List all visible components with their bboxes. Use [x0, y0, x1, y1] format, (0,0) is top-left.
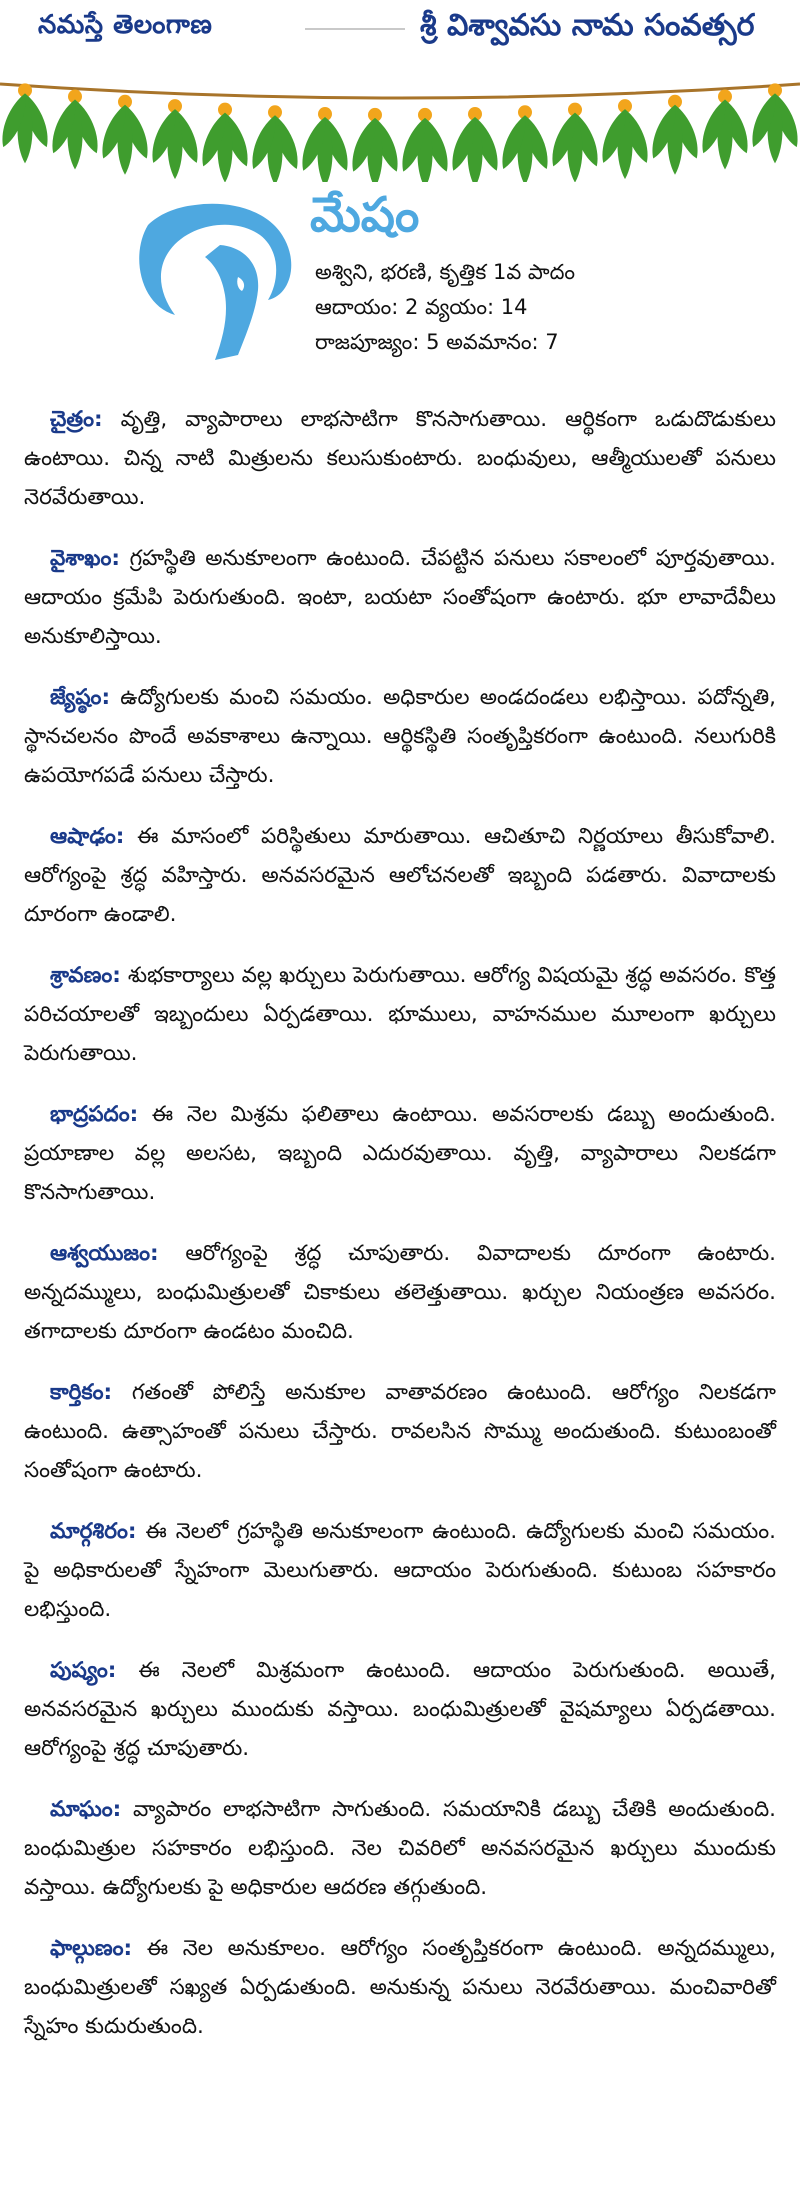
month-paragraph — [24, 1651, 776, 1768]
month-text: వ్యాపారం లాభసాటిగా సాగుతుంది. సమయానికి డబ్బు చేతికి అందుతుంది. బంధుమిత్రుల సహకారం లభిస్తుంది. నెల చివరిలో అనవసరమైన ఖర్చులు ముందుకు వస్తాయి. ఉద్యోగులకు పై అధికారుల ఆదరణ తగ్గుతుంది. — [24, 1797, 776, 1900]
month-name: కార్తికం: — [50, 1380, 113, 1405]
month-paragraph — [24, 1373, 776, 1490]
sign-name: మేషం — [310, 187, 420, 243]
monthly-predictions — [24, 400, 776, 2068]
month-text: ఈ నెలలో గ్రహస్థితి అనుకూలంగా ఉంటుంది. ఉద్యోగులకు మంచి సమయం. పై అధికారులతో స్నేహంగా మెలుగుతారు. ఆదాయం పెరుగుతుంది. కుటుంబ సహకారం లభిస్తుంది. — [24, 1519, 776, 1622]
month-paragraph — [24, 678, 776, 795]
month-text: ఆరోగ్యంపై శ్రద్ధ చూపుతారు. వివాదాలకు దూరంగా ఉంటారు. అన్నదమ్ములు, బంధుమిత్రులతో చికాకులు తలెత్తుతాయి. ఖర్చుల నియంత్రణ అవసరం. తగాదాలకు దూరంగా ఉండటం మంచిది. — [24, 1241, 776, 1344]
month-text: ఈ నెల అనుకూలం. ఆరోగ్యం సంతృప్తికరంగా ఉంటుంది. అన్నదమ్ములు, బంధుమిత్రులతో సఖ్యత ఏర్పడుతుంది. అనుకున్న పనులు నెరవేరుతాయి. మంచివారితో స్నేహం కుదురుతుంది. — [24, 1936, 776, 2039]
month-paragraph — [24, 1512, 776, 1629]
month-name: మాఘం: — [50, 1797, 122, 1822]
month-paragraph — [24, 1929, 776, 2046]
month-name: ఆశ్వయుజం: — [50, 1241, 159, 1266]
month-text: గ్రహస్థితి అనుకూలంగా ఉంటుంది. చేపట్టిన పనులు సకాలంలో పూర్తవుతాయి. ఆదాయం క్రమేపి పెరుగుతుంది. ఇంటా, బయటా సంతోషంగా ఉంటారు. భూ లావాదేవీలు అనుకూలిస్తాయి. — [24, 546, 776, 649]
nakshatra-line: అశ్విని, భరణి, కృత్తిక 1వ పాదం — [315, 260, 576, 284]
month-paragraph — [24, 956, 776, 1073]
month-name: మార్గశిరం: — [50, 1519, 137, 1544]
month-name: పుష్యం: — [50, 1658, 117, 1683]
month-name: వైశాఖం: — [50, 546, 120, 571]
month-text: వృత్తి, వ్యాపారాలు లాభసాటిగా కొనసాగుతాయి. ఆర్థికంగా ఒడుదొడుకులు ఉంటాయి. చిన్న నాటి మిత్రులను కలుసుకుంటారు. బంధువులు, ఆత్మీయులతో పనులు నెరవేరుతాయి. — [24, 407, 776, 510]
year-title: శ్రీ విశ్వావసు నామ సంవత్సర — [420, 8, 755, 43]
month-paragraph — [24, 1095, 776, 1212]
month-paragraph — [24, 817, 776, 934]
month-text: గతంతో పోలిస్తే అనుకూల వాతావరణం ఉంటుంది. ఆరోగ్యం నిలకడగా ఉంటుంది. ఉత్సాహంతో పనులు చేస్తారు. రావలసిన సొమ్ము అందుతుంది. కుటుంబంతో సంతోషంగా ఉంటారు. — [24, 1380, 776, 1483]
month-text: ఈ మాసంలో పరిస్థితులు మారుతాయి. ఆచితూచి నిర్ణయాలు తీసుకోవాలి. ఆరోగ్యంపై శ్రద్ధ వహిస్తారు. అనవసరమైన ఆలోచనలతో ఇబ్బంది పడతారు. వివాదాలకు దూరంగా ఉండాలి. — [24, 824, 776, 927]
month-name: ఫాల్గుణం: — [50, 1936, 133, 1961]
month-text: ఉద్యోగులకు మంచి సమయం. అధికారుల అండదండలు లభిస్తాయి. పదోన్నతి, స్థానచలనం పొందే అవకాశాలు ఉన్నాయి. ఆర్థికస్థితి సంతృప్తికరంగా ఉంటుంది. నలుగురికి ఉపయోగపడే పనులు చేస్తారు. — [24, 685, 776, 788]
month-name: జ్యేష్ఠం: — [50, 685, 111, 710]
month-name: చైత్రం: — [50, 407, 103, 432]
month-text: ఈ నెలలో మిశ్రమంగా ఉంటుంది. ఆదాయం పెరుగుతుంది. అయితే, అనవసరమైన ఖర్చులు ముందుకు వస్తాయి. బంధుమిత్రులతో వైషమ్యాలు ఏర్పడతాయి. ఆరోగ్యంపై శ్రద్ధ చూపుతారు. — [24, 1658, 776, 1761]
month-text: శుభకార్యాలు వల్ల ఖర్చులు పెరుగుతాయి. ఆరోగ్య విషయమై శ్రద్ధ అవసరం. కొత్త పరిచయాలతో ఇబ్బందులు ఏర్పడతాయి. భూములు, వాహనముల మూలంగా ఖర్చులు పెరుగుతాయి. — [24, 963, 776, 1066]
month-paragraph — [24, 400, 776, 517]
month-name: భాద్రపదం: — [50, 1102, 139, 1127]
month-paragraph — [24, 539, 776, 656]
month-name: ఆషాఢం: — [50, 824, 125, 849]
header-divider — [305, 28, 405, 30]
income-expense-line: ఆదాయం: 2 వ్యయం: 14 — [315, 295, 528, 319]
sign-block — [120, 185, 760, 385]
month-text: ఈ నెల మిశ్రమ ఫలితాలు ఉంటాయి. అవసరాలకు డబ్బు అందుతుంది. ప్రయాణాల వల్ల అలసట, ఇబ్బంది ఎదురవుతాయి. వృత్తి, వ్యాపారాలు నిలకడగా కొనసాగుతాయి. — [24, 1102, 776, 1205]
month-paragraph — [24, 1234, 776, 1351]
month-name: శ్రావణం: — [50, 963, 121, 988]
page-header — [0, 0, 800, 60]
brand-logo: నమస్తే తెలంగాణ — [38, 10, 213, 40]
month-paragraph — [24, 1790, 776, 1907]
mango-leaf-garland-icon — [0, 72, 800, 182]
honour-insult-line: రాజపూజ్యం: 5 అవమానం: 7 — [315, 330, 559, 354]
ram-head-icon — [120, 185, 310, 375]
